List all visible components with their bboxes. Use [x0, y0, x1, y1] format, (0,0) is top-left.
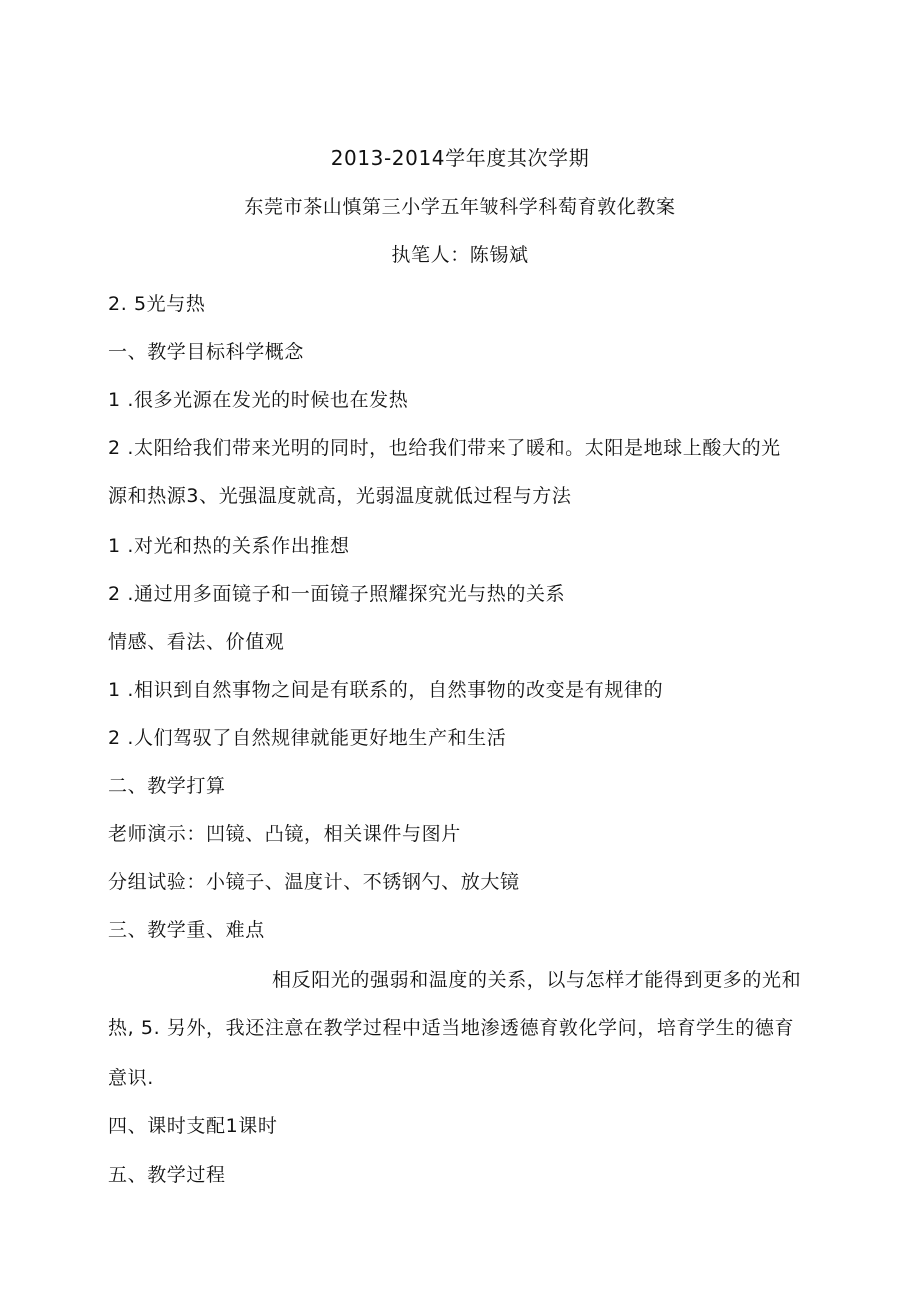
paragraph-line: 热, 5. 另外，我还注意在教学过程中适当地渗透德育敦化学问，培育学生的德育: [108, 1017, 795, 1039]
section-heading: 四、课时支配1课时: [108, 1115, 278, 1137]
list-item: 2 .人们驾驭了自然规律就能更好地生产和生活: [108, 727, 507, 749]
paragraph-line: 源和热源3、光强温度就高，光弱温度就低过程与方法: [108, 485, 572, 507]
section-heading: 一、教学目标科学概念: [108, 341, 305, 363]
lesson-title: 2. 5光与热: [108, 293, 206, 315]
author-line: 执笔人：陈锡斌: [391, 244, 529, 266]
list-item: 1 .对光和热的关系作出推想: [108, 535, 350, 557]
paragraph-line: 老师演示：凹镜、凸镜，相关课件与图片: [108, 823, 461, 845]
list-item: 2 .太阳给我们带来光明的同时，也给我们带来了暖和。太阳是地球上酸大的光: [108, 437, 781, 459]
list-item: 1 .相识到自然事物之间是有联系的，自然事物的改变是有规律的: [108, 679, 664, 701]
section-heading: 二、教学打算: [108, 775, 226, 797]
list-item: 2 .通过用多面镜子和一面镜子照耀探究光与热的关系: [108, 583, 566, 605]
document-title: 2013-2014学年度其次学期: [330, 146, 590, 170]
paragraph-line: 意识.: [108, 1067, 154, 1089]
paragraph-line: 相反阳光的强弱和温度的关系，以与怎样才能得到更多的光和: [272, 969, 802, 991]
document-subtitle: 东莞市茶山慎第三小学五年皱科学科萄育敦化教案: [244, 196, 676, 218]
section-heading: 三、教学重、难点: [108, 919, 265, 941]
paragraph-line: 分组试验：小镜子、温度计、不锈钢勺、放大镜: [108, 871, 520, 893]
section-heading: 五、教学过程: [108, 1164, 226, 1186]
section-subheading: 情感、看法、价值观: [108, 631, 285, 653]
list-item: 1 .很多光源在发光的时候也在发热: [108, 389, 409, 411]
